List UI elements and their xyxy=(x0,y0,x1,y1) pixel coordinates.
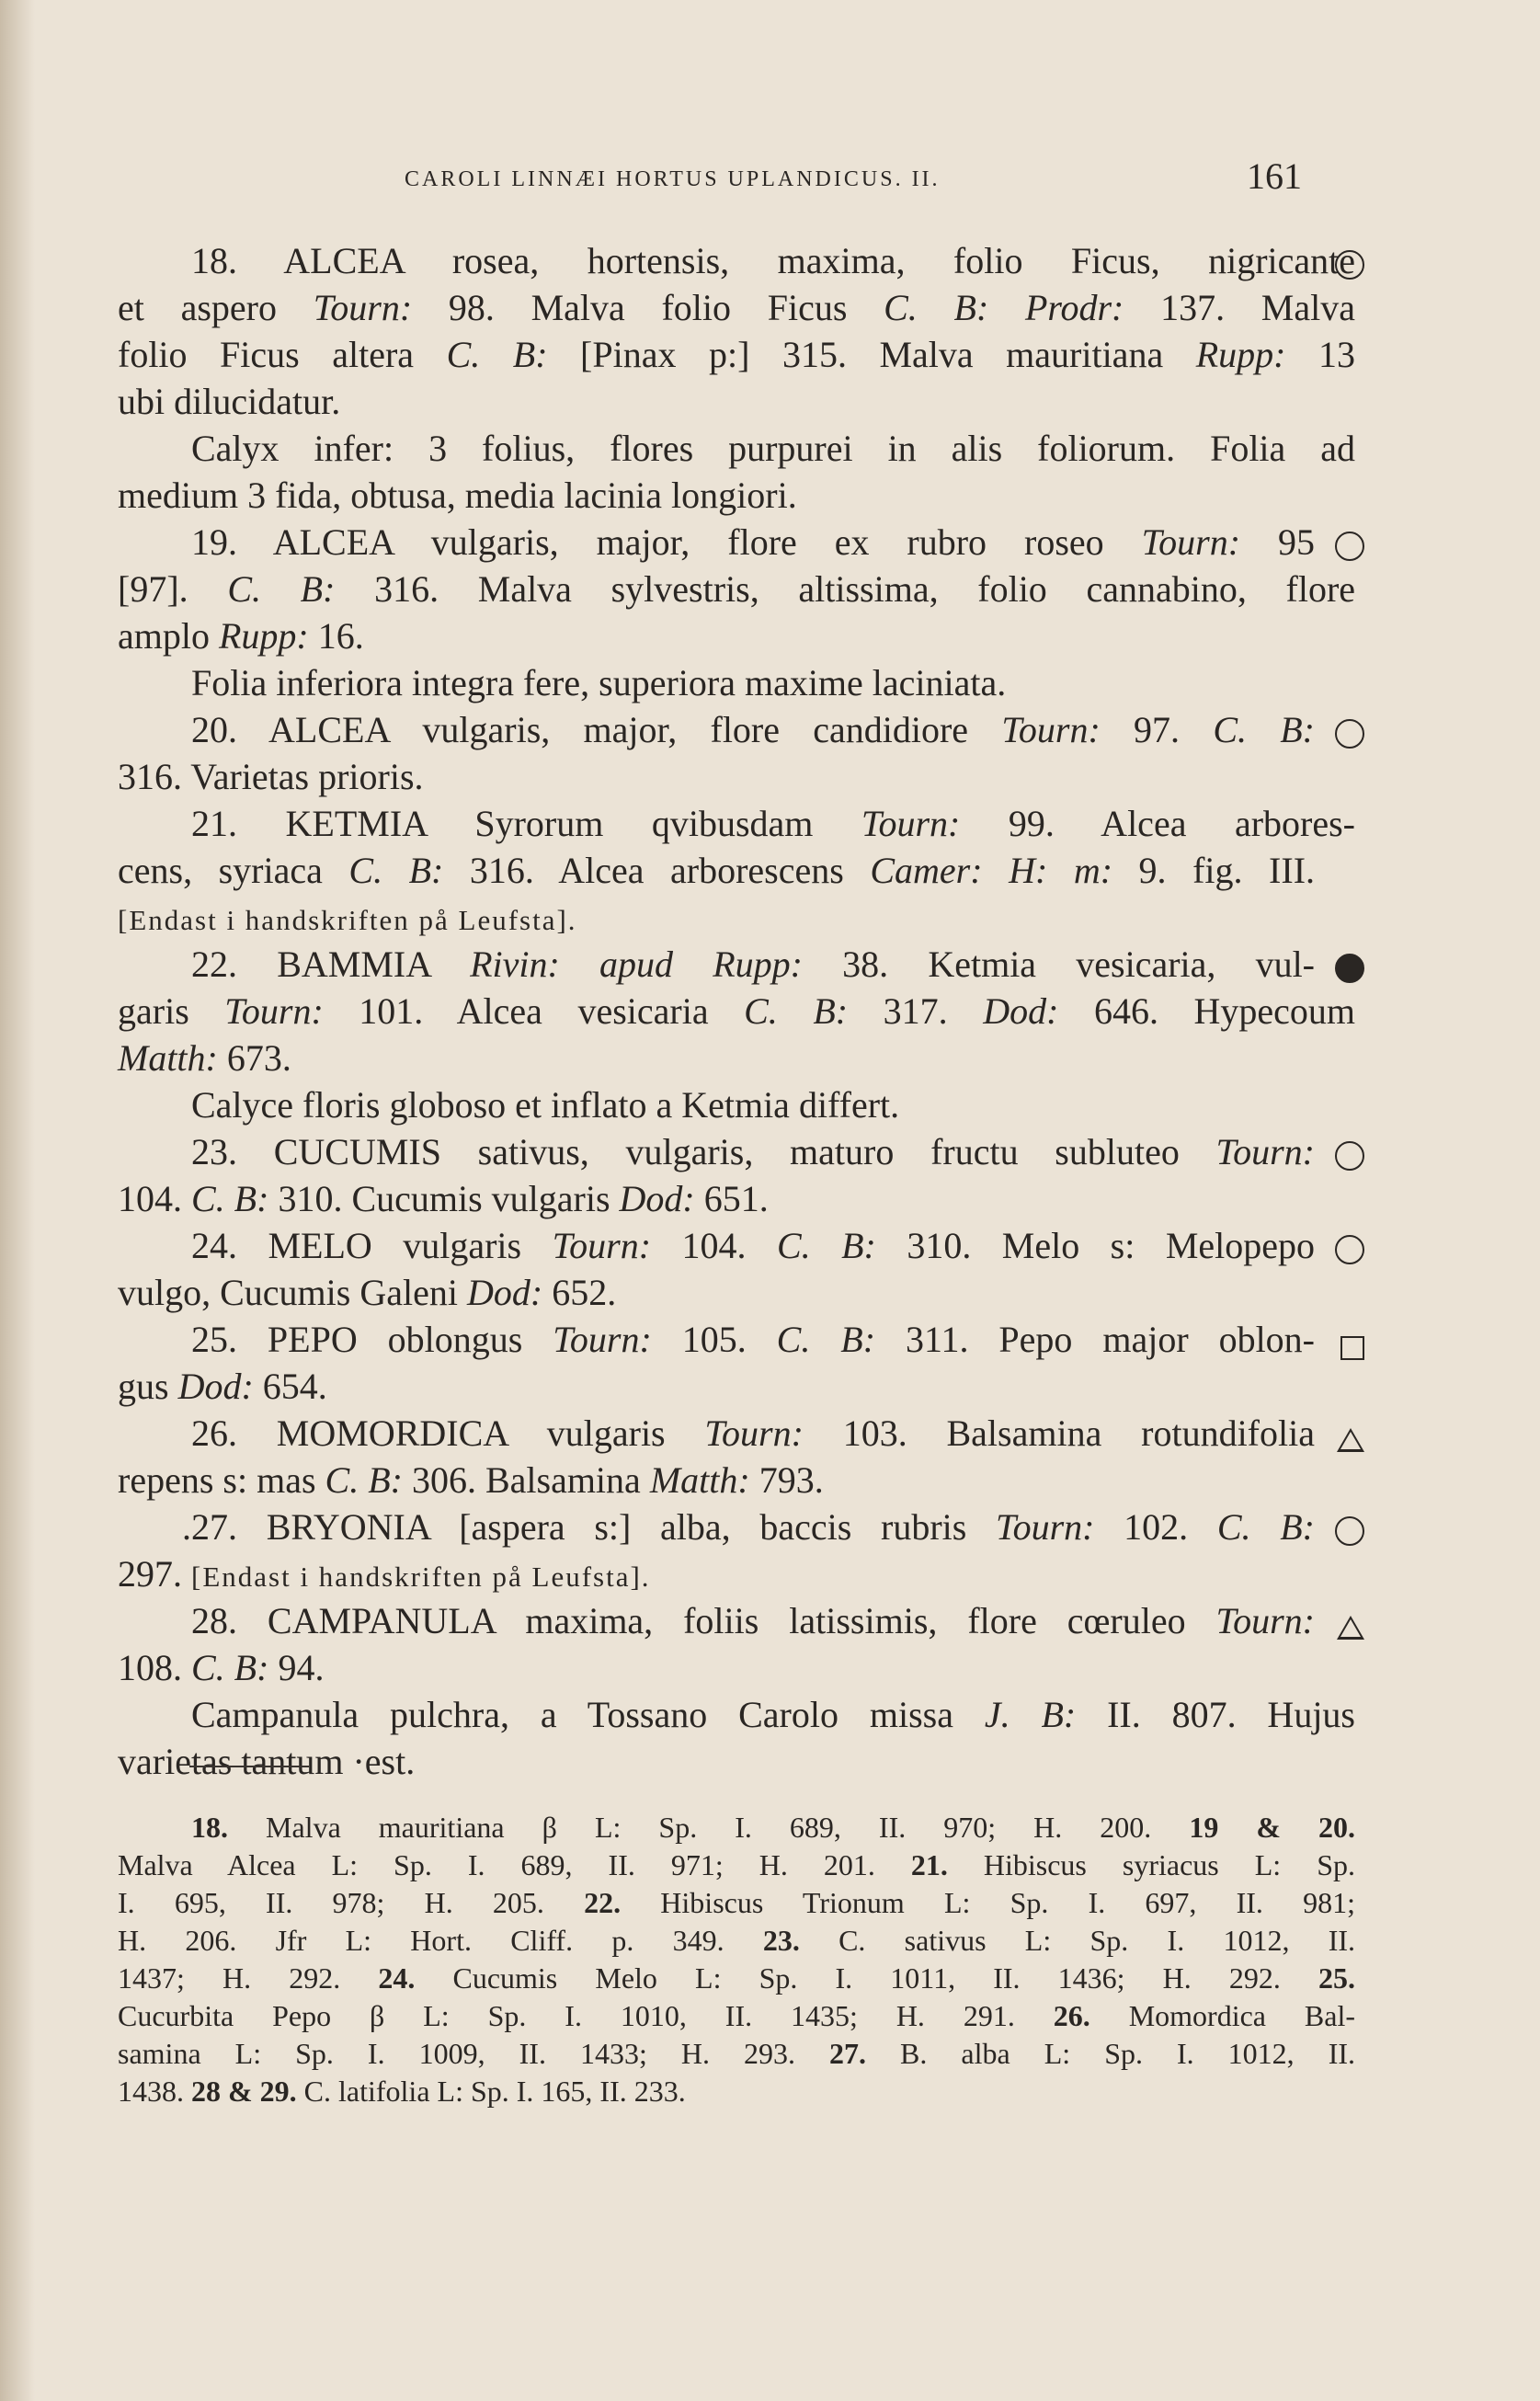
citation: J. B: xyxy=(984,1694,1077,1735)
text-line: 97. xyxy=(1100,709,1214,750)
citation: Tourn: xyxy=(552,1225,652,1266)
perennial-filled-circle-icon xyxy=(1335,950,1364,997)
citation: Tourn: xyxy=(704,1412,804,1454)
text-line: 21. KETMIA Syrorum qvibusdam xyxy=(191,803,861,844)
text-line: 137. Malva xyxy=(1124,287,1355,328)
text-line: 19. ALCEA vulgaris, major, flore ex rubro roseo xyxy=(191,521,1142,563)
citation: C. B: xyxy=(776,1319,876,1360)
text-line: .27. BRYONIA [aspera s:] alba, baccis rubris xyxy=(182,1506,997,1548)
footnote-text: Hibiscus Trionum L: Sp. I. 697, II. 981; xyxy=(621,1886,1356,1919)
text-line: vulgo, Cucumis Galeni xyxy=(118,1272,467,1313)
text-line: varietas tantum ·est. xyxy=(118,1741,416,1782)
annual-circle-icon xyxy=(1335,246,1364,293)
footnote-number: 23. xyxy=(762,1924,800,1957)
text-line: Folia inferiora integra fere, superiora maxime laciniata. xyxy=(191,662,1007,703)
triangle-icon xyxy=(1337,1606,1364,1653)
entry-26 xyxy=(118,1410,1355,1503)
footnote-text: 1437; H. 292. xyxy=(118,1961,379,1995)
text-line: 306. Balsamina xyxy=(402,1459,650,1501)
footnote-number: 28 & 29. xyxy=(191,2075,297,2108)
footnote-text: Cucurbita Pepo β L: Sp. I. 1010, II. 1435; H. 291. xyxy=(118,1999,1054,2032)
entry-19 xyxy=(118,519,1355,706)
text-line: 103. Balsamina rotundifolia xyxy=(803,1412,1315,1454)
text-line: 673. xyxy=(217,1037,291,1079)
entry-23 xyxy=(118,1128,1355,1222)
text-line: [97]. xyxy=(118,568,228,610)
citation: C. B: xyxy=(1213,709,1316,750)
citation: C. B: xyxy=(325,1459,403,1501)
citation: Tourn: xyxy=(861,803,961,844)
citation: Tourn: xyxy=(1001,709,1101,750)
entry-21 xyxy=(118,800,1355,941)
footnote-number: 19 & 20. xyxy=(1189,1811,1356,1844)
text-line: garis xyxy=(118,990,225,1032)
citation: C. B: xyxy=(348,850,444,891)
citation: C. B: xyxy=(227,568,336,610)
editorial-note: [Endast i handskriften på Leufsta]. xyxy=(118,904,577,936)
text-line: medium 3 fida, obtusa, media lacinia longiori. xyxy=(118,474,797,516)
footnote-text: H. 206. Jfr L: Hort. Cliff. p. 349. xyxy=(118,1924,763,1957)
text-line: amplo xyxy=(118,615,219,657)
text-line: 646. Hypecoum xyxy=(1058,990,1356,1032)
text-line: 24. MELO vulgaris xyxy=(191,1225,553,1266)
text-line: 316. Varietas prioris. xyxy=(118,756,424,797)
footnote-text: C. latifolia L: Sp. I. 165, II. 233. xyxy=(296,2075,686,2108)
footnote-number: 27. xyxy=(829,2037,867,2070)
text-line: 25. PEPO oblongus xyxy=(191,1319,553,1360)
footnote-text: C. sativus L: Sp. I. 1012, II. xyxy=(799,1924,1356,1957)
footnote-text: Cucumis Melo L: Sp. I. 1011, II. 1436; H. 292. xyxy=(415,1961,1319,1995)
footnote-number: 18. xyxy=(191,1811,228,1844)
text-line: 311. Pepo major oblon- xyxy=(875,1319,1316,1360)
footnote-number: 22. xyxy=(584,1886,622,1919)
text-line: 18. ALCEA rosea, hortensis, maxima, folio Ficus, nigricante xyxy=(191,240,1355,281)
text-line: cens, syriaca xyxy=(118,850,349,891)
text-line: 26. MOMORDICA vulgaris xyxy=(191,1412,705,1454)
footnote-text: Momordica Bal- xyxy=(1089,1999,1356,2032)
text-line: 13 xyxy=(1285,334,1355,375)
text-line: II. 807. Hujus xyxy=(1076,1694,1355,1735)
editorial-note: [Endast i handskriften på Leufsta]. xyxy=(191,1561,651,1593)
entry-18 xyxy=(118,237,1355,519)
text-line: 654. xyxy=(253,1366,327,1407)
text-line: gus xyxy=(118,1366,178,1407)
footnote-text: Hibiscus syriacus L: Sp. xyxy=(947,1848,1355,1881)
text-line: 16. xyxy=(308,615,364,657)
text-line: 22. BAMMIA xyxy=(191,943,471,985)
footnote-text: Malva Alcea L: Sp. I. 689, II. 971; H. 201. xyxy=(118,1848,911,1881)
footnote-rule xyxy=(189,1766,309,1767)
footnote-number: 24. xyxy=(378,1961,416,1995)
citation: Tourn: xyxy=(996,1506,1095,1548)
citation: Dod: xyxy=(466,1272,543,1313)
citation: Dod: xyxy=(619,1178,695,1219)
entry-28 xyxy=(118,1597,1355,1785)
entry-20 xyxy=(118,706,1355,800)
citation: Rupp: xyxy=(1195,334,1286,375)
citation: Tourn: xyxy=(1215,1131,1315,1172)
running-head: CAROLI LINNÆI HORTUS UPLANDICUS. II. xyxy=(405,167,941,191)
text-line: 95 xyxy=(1240,521,1316,563)
biennial-square-icon xyxy=(1340,1327,1364,1374)
citation: Tourn: xyxy=(1141,521,1241,563)
text-line: [Pinax p:] 315. Malva mauritiana xyxy=(547,334,1196,375)
citation: Dod: xyxy=(177,1366,254,1407)
text-line: ubi dilucidatur. xyxy=(118,381,341,422)
text-line: 9. fig. III. xyxy=(1112,850,1316,891)
text-line: 316. Alcea arborescens xyxy=(443,850,871,891)
citation: Matth: xyxy=(118,1037,218,1079)
footnote-text: Malva mauritiana β L: Sp. I. 689, II. 970; H. 200. xyxy=(228,1811,1190,1844)
footnotes xyxy=(118,1809,1355,2110)
text-line: 20. ALCEA vulgaris, major, flore candidiore xyxy=(191,709,1002,750)
footnote-number: 21. xyxy=(910,1848,948,1881)
citation: Rivin: apud Rupp: xyxy=(470,943,803,985)
triangle-icon xyxy=(1337,1419,1364,1466)
annual-circle-icon xyxy=(1335,715,1364,762)
text-line: 793. xyxy=(749,1459,824,1501)
text-line: 28. CAMPANULA maxima, foliis latissimis, flore cœruleo xyxy=(191,1600,1216,1641)
citation: Camer: H: m: xyxy=(870,850,1113,891)
text-line: 297. xyxy=(118,1553,191,1595)
footnote-text: I. 695, II. 978; H. 205. xyxy=(118,1886,585,1919)
citation: Tourn: xyxy=(313,287,413,328)
footnote-number: 25. xyxy=(1318,1961,1356,1995)
citation: C. B: xyxy=(744,990,849,1032)
footnote-text: 1438. xyxy=(118,2075,191,2108)
text-line: 102. xyxy=(1094,1506,1217,1548)
text-line: 651. xyxy=(694,1178,769,1219)
text-line: Campanula pulchra, a Tossano Carolo missa xyxy=(191,1694,985,1735)
text-line: et aspero xyxy=(118,287,314,328)
text-line: 104. xyxy=(651,1225,777,1266)
text-line: 310. Cucumis vulgaris xyxy=(268,1178,620,1219)
citation: Matth: xyxy=(649,1459,750,1501)
annual-circle-icon xyxy=(1335,1138,1364,1184)
text-line: 23. CUCUMIS sativus, vulgaris, maturo fructu subluteo xyxy=(191,1131,1216,1172)
citation: C. B: Prodr: xyxy=(884,287,1124,328)
entry-22 xyxy=(118,941,1355,1128)
citation: Rupp: xyxy=(218,615,309,657)
entry-27 xyxy=(118,1503,1355,1597)
text-line: repens s: mas xyxy=(118,1459,325,1501)
text-line: 38. Ketmia vesicaria, vul- xyxy=(802,943,1315,985)
annual-circle-icon xyxy=(1335,1513,1364,1560)
citation: Tourn: xyxy=(224,990,324,1032)
citation: C. B: xyxy=(1216,1506,1316,1548)
text-line: 105. xyxy=(651,1319,777,1360)
text-line: 94. xyxy=(268,1647,325,1688)
text-line: 99. Alcea arbores- xyxy=(960,803,1355,844)
annual-circle-icon xyxy=(1335,528,1364,575)
citation: Tourn: xyxy=(553,1319,652,1360)
text-line: 310. Melo s: Melopepo xyxy=(875,1225,1316,1266)
text-line: 317. xyxy=(848,990,984,1032)
footnote-number: 26. xyxy=(1053,1999,1090,2032)
text-line: folio Ficus altera xyxy=(118,334,447,375)
footnote-text: B. alba L: Sp. I. 1012, II. xyxy=(866,2037,1356,2070)
page-number: 161 xyxy=(1247,155,1302,197)
citation: Tourn: xyxy=(1215,1600,1315,1641)
citation: C. B: xyxy=(776,1225,876,1266)
text-line: 652. xyxy=(542,1272,617,1313)
entry-25 xyxy=(118,1316,1355,1410)
text-line: Calyx infer: 3 folius, flores purpurei in alis foliorum. Folia ad xyxy=(191,428,1355,469)
footnote-text: samina L: Sp. I. 1009, II. 1433; H. 293. xyxy=(118,2037,830,2070)
text-line: Calyce floris globoso et inflato a Ketmia differt. xyxy=(191,1084,900,1126)
text-line: 316. Malva sylvestris, altissima, folio cannabino, flore xyxy=(335,568,1356,610)
citation: C. B: xyxy=(191,1647,269,1688)
text-line: 98. Malva folio Ficus xyxy=(412,287,884,328)
text-line: 101. Alcea vesicaria xyxy=(323,990,745,1032)
text-line: 104. xyxy=(118,1178,191,1219)
citation: C. B: xyxy=(191,1178,269,1219)
citation: Dod: xyxy=(983,990,1059,1032)
entry-24 xyxy=(118,1222,1355,1316)
citation: C. B: xyxy=(446,334,548,375)
annual-circle-icon xyxy=(1335,1231,1364,1278)
text-line: 108. xyxy=(118,1647,191,1688)
